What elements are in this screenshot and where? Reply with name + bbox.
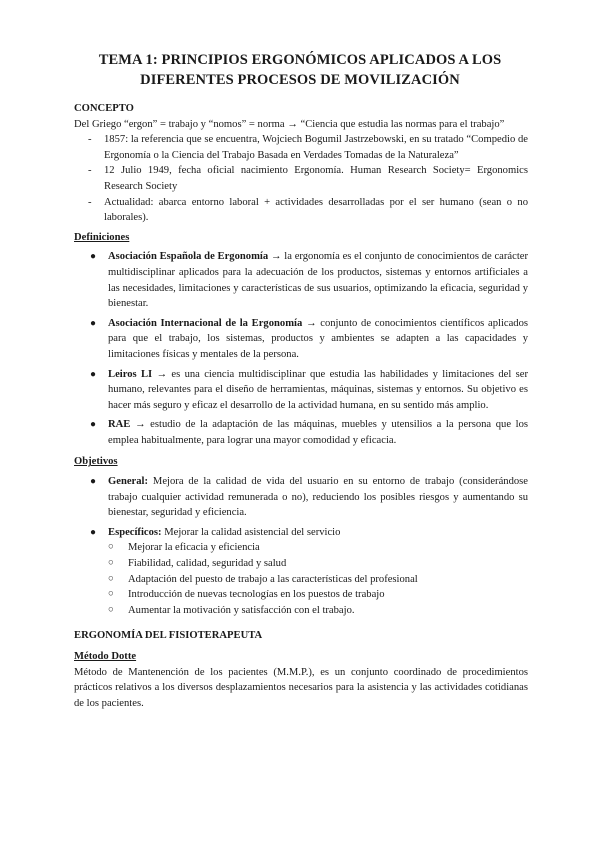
sub-item [74, 587, 528, 603]
metodo-dotte-text: Método de Mantenención de los pacientes (M.M.P.), es un conjunto coordinado de procedimientos prácticos relativos a los diversos desplazamientos necesarios para la asistencia y las actividades cotidianas de los pacientes. [74, 666, 528, 709]
definicion-term: RAE [108, 419, 131, 431]
circle-bullet-icon: ○ [108, 589, 114, 600]
circle-bullet-icon: ○ [108, 542, 114, 553]
definicion-term: Asociación Española de Ergonomía [108, 251, 269, 263]
bullet-icon: ● [90, 476, 97, 488]
objetivos-heading: Objetivos [74, 456, 118, 468]
sub-item-text: Aumentar la motivación y satisfacción con el trabajo. [128, 604, 355, 616]
metodo-dotte-heading: Método Dotte [74, 651, 137, 662]
definicion-term: Leiros LI [108, 368, 153, 380]
sub-item-text: Fiabilidad, calidad, seguridad y salud [128, 558, 287, 570]
objetivo-text: Mejora de la calidad de vida del usuario en su entorno de trabajo (considerándose trabajo cualquier actividad remunerada o no), reduciendo los posibles riesgos y aumentando su bienestar, seguridad y eficiencia. [108, 476, 528, 519]
definiciones-heading: Definiciones [74, 231, 130, 243]
title-line-2: DIFERENTES PROCESOS DE MOVILIZACIÓN [140, 72, 460, 88]
circle-bullet-icon: ○ [108, 573, 114, 584]
definicion-item [74, 367, 528, 414]
circle-bullet-icon: ○ [108, 558, 114, 569]
objetivo-text: Mejorar la calidad asistencial del servicio [161, 526, 341, 538]
definicion-item [74, 417, 528, 448]
concepto-item: - Actualidad: abarca entorno laboral + actividades desarrolladas por el ser humano (sean o no laborales). [74, 195, 528, 226]
concepto-item: - 12 Julio 1949, fecha oficial nacimiento Ergonomía. Human Research Society= Ergonomics Research Society [74, 163, 528, 194]
concepto-intro: Del Griego “ergon” = trabajo y “nomos” = norma → “Ciencia que estudia las normas para el trabajo” [74, 118, 505, 130]
concepto-item: - 1857: la referencia que se encuentra, Wojciech Bogumil Jastrzebowski, en su tratado “Compedio de Ergonomía o la Ciencia del Trabajo Basada en Verdades Tomadas de la Naturaleza” [74, 132, 528, 163]
bullet-icon: ● [90, 368, 97, 380]
objetivo-especificos [74, 525, 528, 541]
circle-bullet-icon: ○ [108, 604, 114, 615]
definicion-text: → estudio de la adaptación de las máquinas, muebles y utensilios a la persona que los emplea habitualmente, para lograr una mayor comodidad y eficacia. [108, 419, 528, 446]
bullet-icon: ● [90, 317, 97, 329]
title-line-1: TEMA 1: PRINCIPIOS ERGONÓMICOS APLICADOS A LOS [98, 52, 502, 68]
document-body [74, 101, 528, 711]
sub-item-text: Mejorar la eficacia y eficiencia [128, 542, 260, 554]
bullet-icon: ● [90, 251, 97, 263]
objetivos-list [74, 474, 528, 540]
objetivo-general [74, 474, 528, 521]
definicion-text: → la ergonomía es el conjunto de conocimientos de carácter multidisciplinar aplicados para la adecuación de los productos, sistemas y entornos artificiales a las necesidades, limitaciones y características de sus usuarios, optimizando la eficacia, seguridad y bienestar. [108, 251, 528, 310]
document-title [60, 50, 540, 90]
bullet-icon: ● [90, 419, 97, 431]
definicion-text: → conjunto de conocimientos científicos aplicados para que el trabajo, los sistemas, productos y ambientes se adapten a las capacidades y limitaciones físicas y mentales de la persona. [108, 317, 529, 360]
sub-item [74, 603, 528, 619]
concepto-list [74, 132, 528, 226]
definiciones-list [74, 249, 528, 448]
bullet-icon: ● [90, 526, 97, 538]
concepto-heading: CONCEPTO [74, 103, 134, 114]
definicion-item [74, 249, 528, 311]
especificos-sublist [74, 540, 528, 618]
sub-item [74, 572, 528, 588]
objetivo-term: Específicos: [108, 526, 162, 538]
sub-item-text: Adaptación del puesto de trabajo a las características del profesional [128, 573, 418, 585]
sub-item [74, 556, 528, 572]
objetivo-term: General: [108, 476, 149, 488]
ergonomia-fisio-heading: ERGONOMÍA DEL FISIOTERAPEUTA [74, 630, 263, 642]
definicion-item [74, 316, 528, 363]
sub-item [74, 540, 528, 556]
definicion-term: Asociación Internacional de la Ergonomía [108, 317, 303, 329]
definicion-text: → es una ciencia multidisciplinar que estudia las habilidades y limitaciones del ser humano, relevantes para el diseño de herramientas, máquinas, sistemas y entornos. Su objetivo es hacer más seguro y eficaz el desarrollo de la actividad humana, en su sentido más amplio. [108, 368, 528, 411]
sub-item-text: Introducción de nuevas tecnologías en los puestos de trabajo [128, 589, 385, 601]
